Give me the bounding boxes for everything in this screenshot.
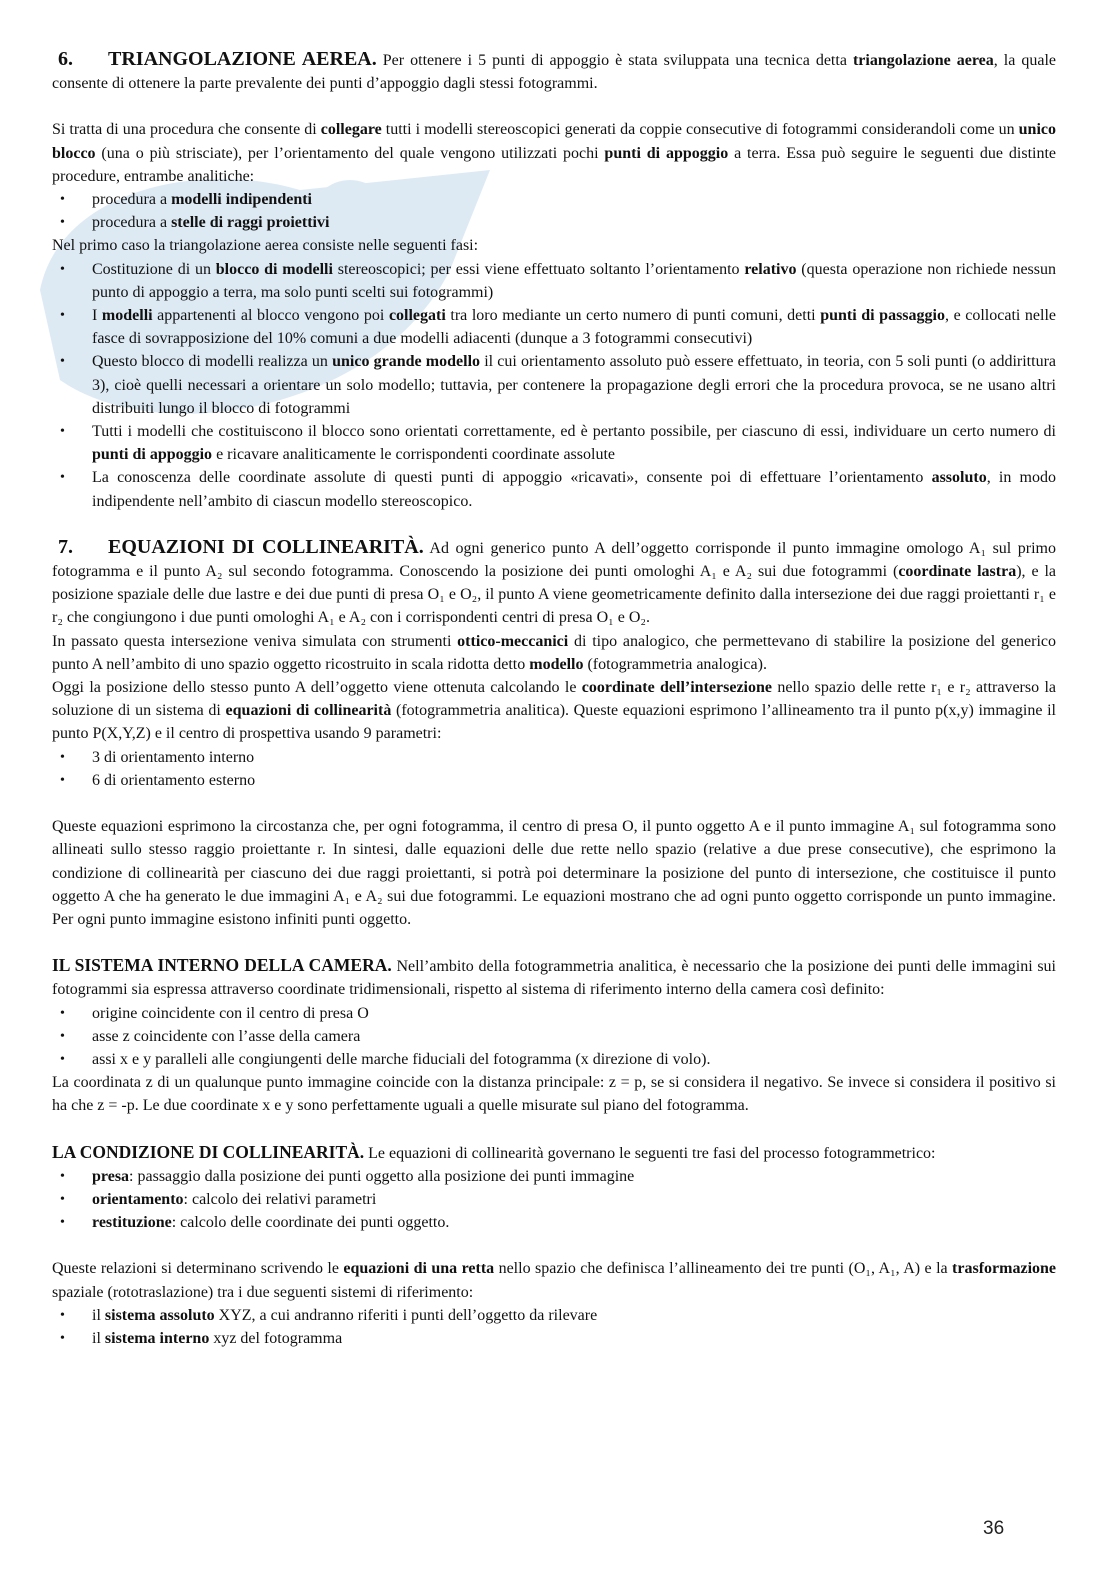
section7-params-list [52,746,1056,792]
text-run: procedura a [92,214,172,232]
bold-text: modelli indipendenti [171,191,312,209]
list-item [52,1165,1056,1188]
text-run: il [92,1306,105,1324]
page-number: 36 [983,1518,1005,1539]
bold-text: blocco di modelli [215,260,333,278]
bold-text: coordinate lastra [898,563,1017,581]
text-run: asse z coincidente con l’asse della camera [92,1027,361,1045]
camera-items-list [52,1002,1056,1072]
bold-text: equazioni di collinearità [225,702,392,720]
text-run: Si tratta di una procedura che consente di [52,121,321,139]
text-run: (fotogrammetria analitica). Queste equazioni esprimono l’allineamento tra il punto p(x,y) immagine il punto P(X,Y,Z) e il centro di prospettiva usando 9 parametri: [52,702,1057,743]
text-run: Questo blocco di modelli realizza un [92,353,333,371]
section6-procedures-list [52,188,1056,234]
text-run: 6 di orientamento esterno [92,771,256,789]
document-page [52,48,1056,1350]
list-item [52,1304,1056,1327]
bold-text: punti di passaggio [820,307,945,325]
section6-para2 [52,118,1056,188]
text-run: Per ottenere i 5 punti di appoggio è stata sviluppata una tecnica detta [376,52,853,69]
section7-intro [52,536,1056,630]
text-run: tra loro mediante un certo numero di punti comuni, detti [445,307,821,325]
text-run: (questa operazione non richiede nessun punto di appoggio a terra, ma solo punti scelti sui fotogrammi) [92,260,1057,301]
text-run: Queste equazioni esprimono la circostanza che, per ogni fotogramma, il centro di presa O, il punto oggetto A e il punto immagine A₁ sul fotogramma sono allineati sullo stesso raggio proiettante r. In sintesi, dalle equazioni delle due rette nello spazio (relative a due prese consecutive), che esprimono la condizione di collinearità per ciascuno dei due raggi proiettanti, si potrà poi determinare la posizione del punto di intersezione, che costituisce il punto oggetto A che ha generato le due immagini A₁ e A₂ sui due fotogrammi. Le equazioni mostrano che ad ogni punto oggetto corrisponde un punto immagine. Per ogni punto immagine esistono infiniti punti oggetto. [52,818,1056,928]
list-item [52,1048,1056,1071]
text-run: di tipo analogico, che permettevano di stabilire la posizione del generico punto A nell’ambito di uno spazio oggetto ricostruito in scala ridotta detto [52,632,1057,673]
text-run: (una o più strisciate), per l’orientamento del quale vengono utilizzati pochi [95,144,605,162]
bold-text: orientamento [92,1190,184,1208]
list-item [52,466,1056,512]
bold-text: punti di appoggio [92,446,213,464]
bold-text: modello [529,655,584,673]
text-run: In passato questa intersezione veniva simulata con strumenti [52,632,458,650]
list-item [52,420,1056,466]
condition-title: LA CONDIZIONE DI COLLINEARITÀ. [52,1141,365,1162]
text-run: Queste relazioni si determinano scrivendo le [52,1260,344,1278]
text-run: ), e la posizione spaziale delle due lastre e dei due punti di presa O₁ e O₂, il punto A viene geometricamente definito dalla intersezione dei due raggi proiettanti r₁ e r₂ che congiungono i due punti omologhi A₁ e A₂ con i corrispondenti centri di presa O₁ e O₂. [52,563,1056,627]
text-run: origine coincidente con il centro di presa O [92,1004,369,1022]
bold-text: presa [92,1167,130,1185]
bold-text: collegati [388,307,446,325]
camera-intro [52,954,1056,1001]
text-run: Nel primo caso la triangolazione aerea consiste nelle seguenti fasi: [52,237,479,255]
text-run: (fotogrammetria analogica). [583,655,767,673]
section7-para2 [52,630,1056,676]
text-run: , la quale consente di ottenere la parte prevalente dei punti d’appoggio dagli stessi fotogrammi. [52,52,1057,93]
list-item [52,1211,1056,1234]
section6-intro [52,48,1056,95]
condition-intro [52,1141,1056,1165]
section6-phases-list [52,258,1056,513]
condition-phases-list [52,1165,1056,1235]
text-run: , e collocati nelle fasce di sovrapposizione del 10% comuni a due modelli adiacenti (dunque a 3 fotogrammi consecutivi) [92,307,1057,348]
text-run: procedura a [92,191,172,209]
list-item [52,769,1056,792]
text-run: stereoscopici; per essi viene effettuato soltanto l’orientamento [332,260,745,278]
text-run: Costituzione di un [92,260,216,278]
text-run: assi x e y paralleli alle congiungenti delle marche fiduciali del fotogramma (x direzione di volo). [92,1050,711,1068]
bold-text: sistema interno [104,1329,210,1347]
bold-text: unico grande modello [332,353,481,371]
list-item [52,1327,1056,1350]
list-item [52,350,1056,420]
condition-systems-list [52,1304,1056,1350]
text-run: : calcolo delle coordinate dei punti oggetto. [171,1214,450,1232]
bold-text: restituzione [92,1214,172,1232]
list-item [52,211,1056,234]
text-run: il cui orientamento assoluto può essere effettuato, in teoria, con 5 soli punti (o addirittura 3), cioè quelli necessari a orientare un solo modello; tuttavia, per contenere la propagazione degli errori che la procedura provoca, se ne usano altri distribuiti lungo il blocco di fotogrammi [92,353,1057,417]
bold-text: trasformazione [952,1260,1057,1278]
section6-phases-intro [52,234,1056,257]
text-run: , in modo indipendente nell’ambito di ciascun modello stereoscopico. [92,469,1056,510]
section6-number: 6. [58,48,73,70]
list-item [52,1025,1056,1048]
section7-number: 7. [58,535,73,558]
bold-text: relativo [744,260,797,278]
list-item [52,304,1056,350]
text-run: Le equazioni di collinearità governano le seguenti tre fasi del processo fotogrammetrico: [364,1144,936,1162]
section7-title: EQUAZIONI DI COLLINEARITÀ. [108,535,424,558]
bold-text: punti di appoggio [604,144,729,162]
bold-text: equazioni di una retta [343,1260,495,1278]
text-run: il [92,1329,105,1347]
section7-para4 [52,815,1056,931]
text-run: XYZ, a cui andranno riferiti i punti dell’oggetto da rilevare [214,1306,598,1324]
text-run: spaziale (rototraslazione) tra i due seguenti sistemi di riferimento: [52,1283,474,1301]
list-item [52,188,1056,211]
bold-text: sistema assoluto [104,1306,215,1324]
text-run: : passaggio dalla posizione dei punti oggetto alla posizione dei punti immagine [129,1167,635,1185]
bold-text: coordinate dell’intersezione [581,679,772,697]
text-run: Tutti i modelli che costituiscono il blocco sono orientati correttamente, ed è pertanto possibile, per ciascuno di essi, individuare un certo numero di [92,423,1056,441]
section7-para3 [52,676,1056,746]
text-run: nello spazio delle rette r₁ e r₂ attraverso la soluzione di un sistema di [52,679,1056,720]
list-item [52,1002,1056,1025]
bold-text: triangolazione aerea [852,52,994,69]
text-run: Oggi la posizione dello stesso punto A dell’oggetto viene ottenuta calcolando le [52,679,582,697]
section6-title: TRIANGOLAZIONE AEREA. [108,48,377,70]
text-run: Nell’ambito della fotogrammetria analitica, è necessario che la posizione dei punti delle immagini sui fotogrammi sia espressa attraverso coordinate tridimensionali, rispetto al sistema di riferimento interno della camera così definito: [52,958,1057,999]
list-item [52,258,1056,304]
text-run: e ricavare analiticamente le corrispondenti coordinate assolute [212,446,615,464]
bold-text: modelli [101,307,153,325]
bold-text: ottico-meccanici [457,632,569,650]
list-item [52,746,1056,769]
text-run: tutti i modelli stereoscopici generati da coppie consecutive di fotogrammi considerandoli come un [381,121,1019,139]
bold-text: assoluto [931,469,987,487]
text-run: I [92,307,102,325]
list-item [52,1188,1056,1211]
condition-para2 [52,1257,1056,1303]
text-run: appartenenti al blocco vengono poi [152,307,389,325]
text-run: Ad ogni generico punto A dell’oggetto corrisponde il punto immagine omologo A₁ sul primo fotogramma e il punto A₂ sul secondo fotogramma. Conoscendo la posizione dei punti omologhi A₁ e A₂ sui due fotogrammi ( [52,539,1056,581]
text-run: xyz del fotogramma [209,1329,343,1347]
bold-text: stelle di raggi proiettivi [171,214,330,232]
text-run: nello spazio che definisca l’allineamento dei tre punti (O₁, A₁, A) e la [494,1260,953,1278]
text-run: a terra. Essa può seguire le seguenti due distinte procedure, entrambe analitiche: [52,144,1057,185]
text-run: La conoscenza delle coordinate assolute di questi punti di appoggio «ricavati», consente poi di effettuare l’orientamento [92,469,932,487]
bold-text: collegare [320,121,382,139]
text-run: : calcolo dei relativi parametri [183,1190,377,1208]
bold-text: unico blocco [52,121,1056,162]
text-run: La coordinata z di un qualunque punto immagine coincide con la distanza principale: z = p, se si considera il negativo. Se invece si considera il positivo si ha che z = -p. Le due coordinate x e y sono perfettamente uguali a quelle misurate sul piano del fotogramma. [52,1074,1056,1115]
camera-title: IL SISTEMA INTERNO DELLA CAMERA. [52,955,392,976]
text-run: 3 di orientamento interno [92,748,255,766]
camera-para2 [52,1071,1056,1117]
